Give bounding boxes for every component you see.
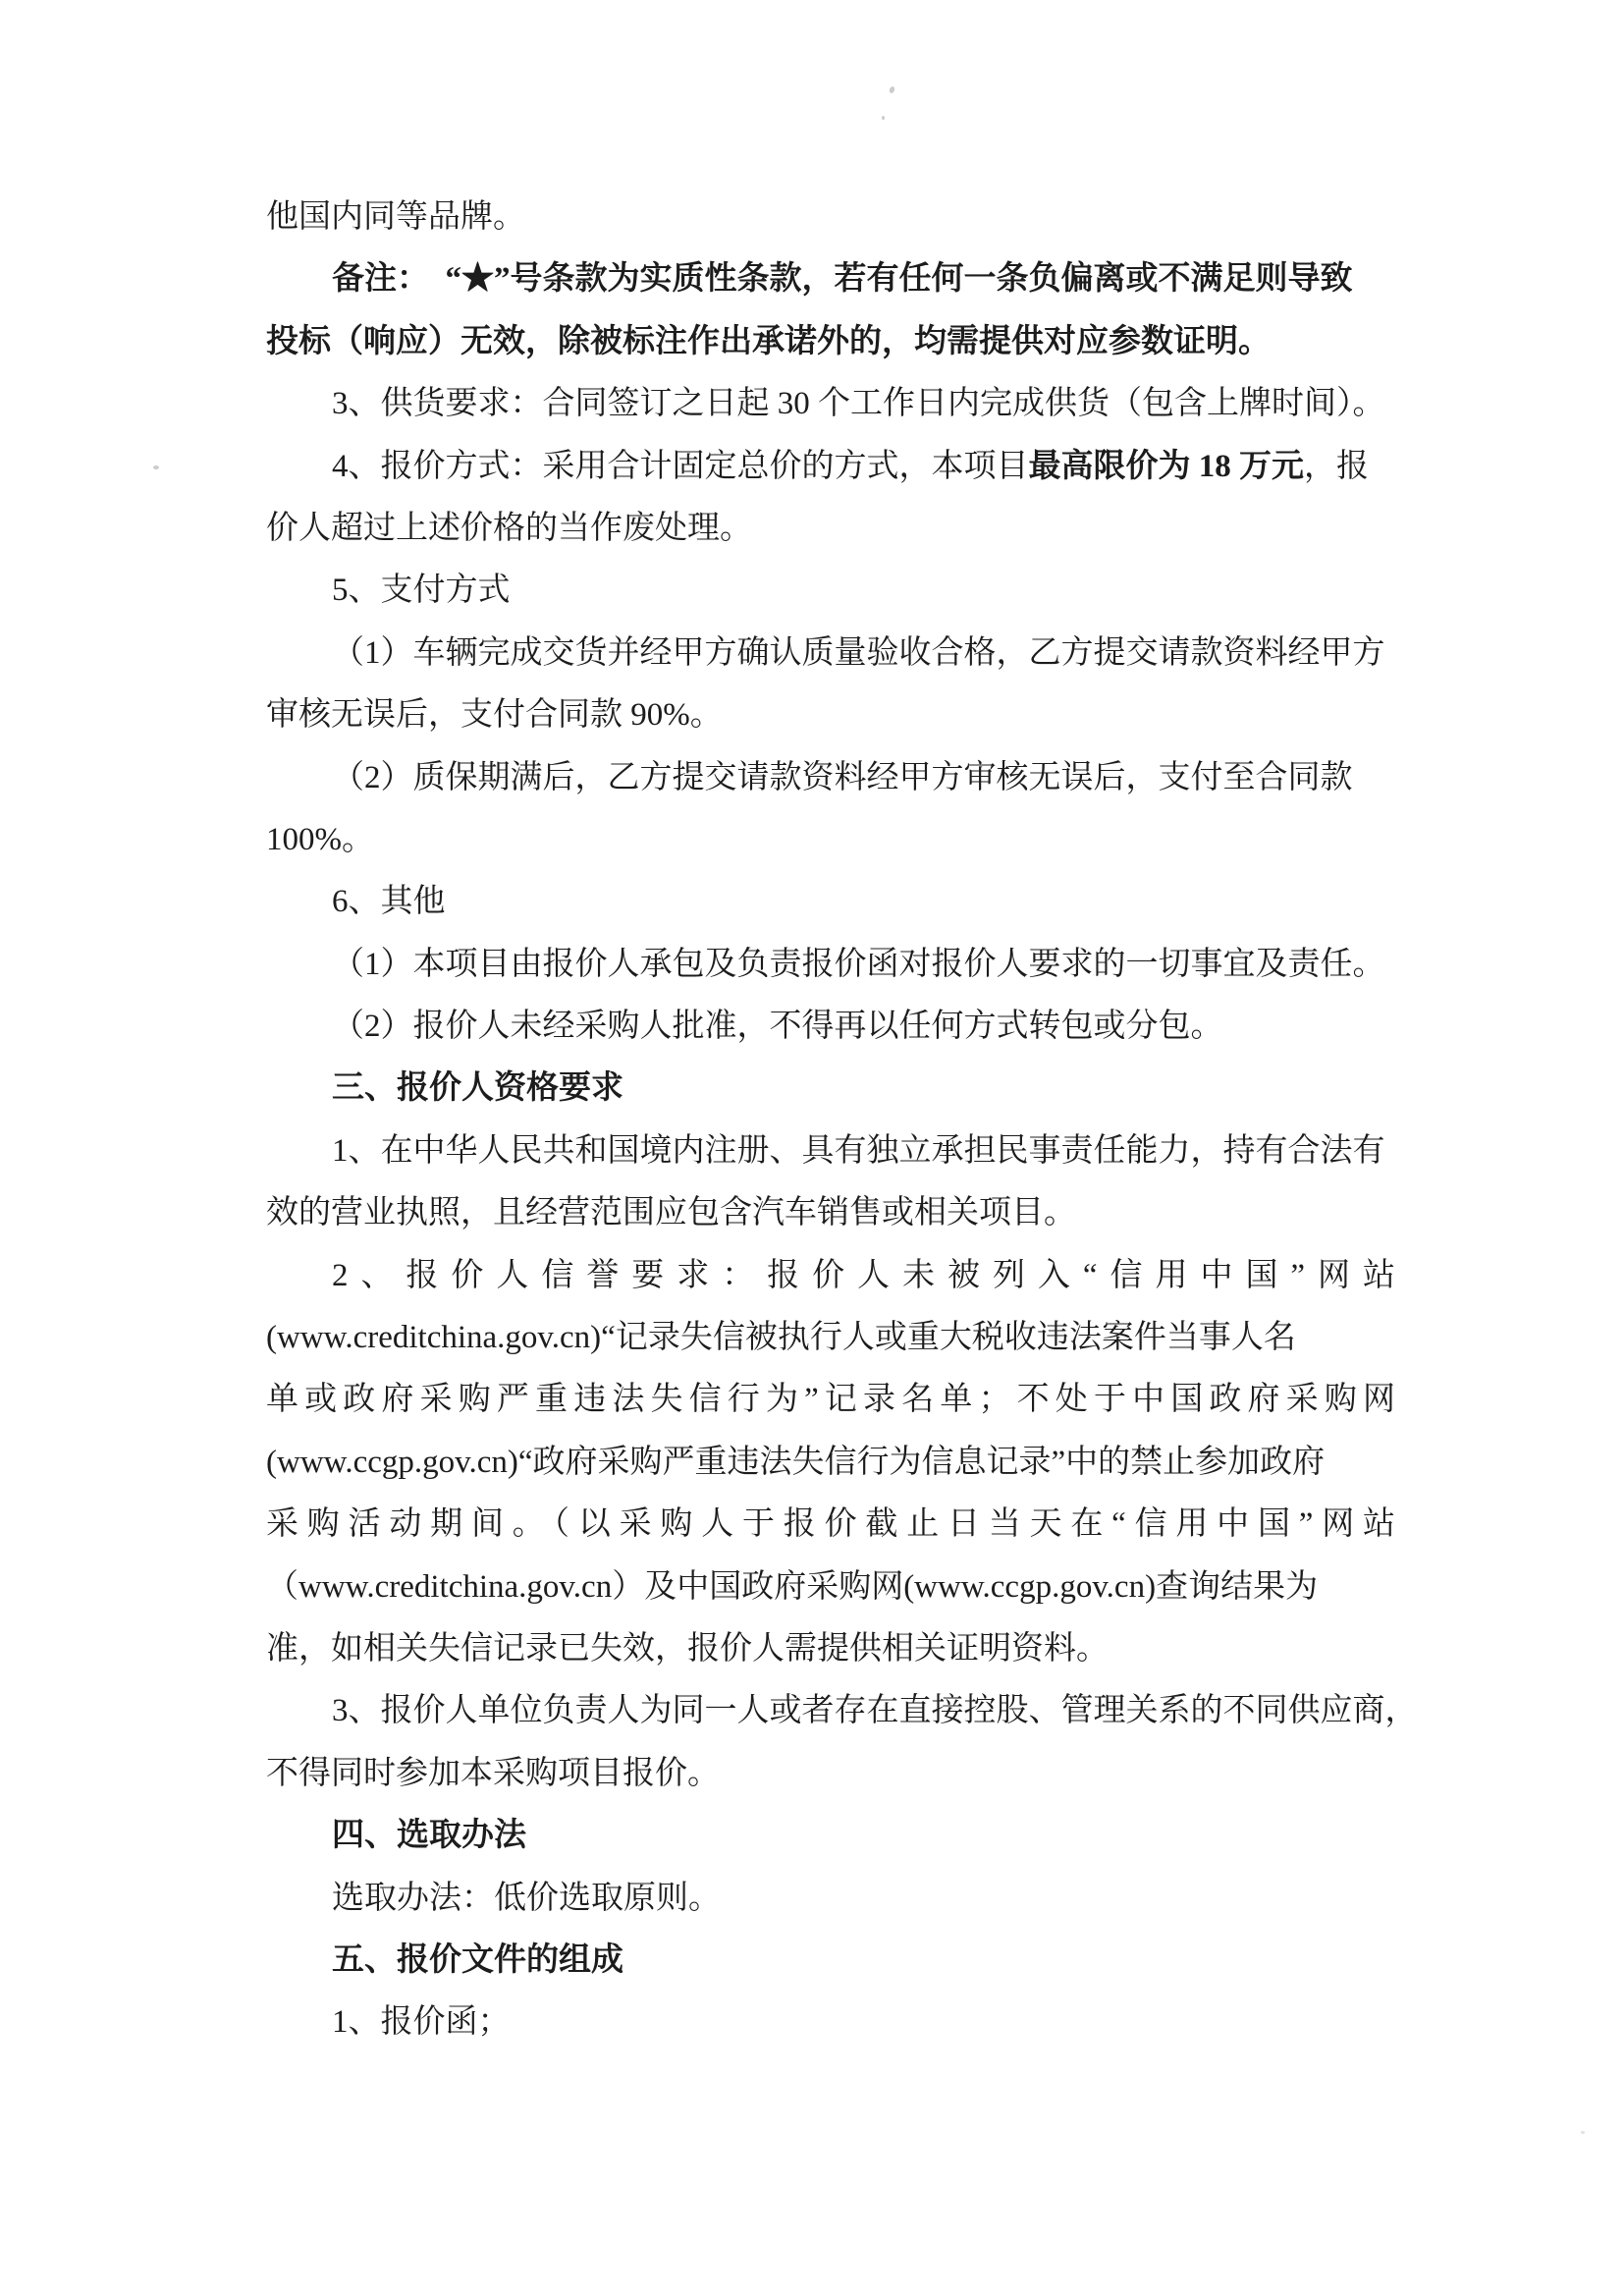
text-segment: 1、报价函； (332, 2004, 511, 2041)
text-line (266, 809, 1395, 871)
text-line (266, 498, 1395, 560)
text-segment: 4、报价方式：采用合计固定总价的方式，本项目 (332, 448, 1029, 484)
text-line (266, 436, 1395, 498)
text-line (266, 1494, 1395, 1556)
text-segment: 审核无误后，支付合同款 90%。 (266, 697, 723, 734)
text-line (266, 1432, 1395, 1494)
text-line (266, 187, 1395, 248)
text-segment: 投标（响应）无效，除被标注作出承诺外的，均需提供对应参数证明。 (266, 323, 1271, 359)
text-segment: 6、其他 (332, 884, 446, 920)
text-line (266, 311, 1395, 373)
text-line (266, 1618, 1395, 1680)
text-line (266, 1182, 1395, 1244)
text-segment: 选取办法：低价选取原则。 (332, 1880, 721, 1916)
text-line (266, 248, 1395, 310)
text-segment: 2、报价人信誉要求：报价人未被列入“信用中国”网站 (332, 1257, 1395, 1293)
text-line (266, 684, 1395, 746)
text-segment: (www.ccgp.gov.cn)“政府采购严重违法失信行为信息记录”中的禁止参加政府 (266, 1444, 1326, 1480)
text-line (266, 560, 1395, 622)
text-line (266, 1743, 1395, 1805)
text-line (266, 1369, 1395, 1431)
text-segment: 他国内同等品牌。 (266, 199, 525, 235)
text-segment: 价人超过上述价格的当作废处理。 (266, 510, 752, 546)
scan-speck (1581, 2131, 1585, 2134)
text-line (266, 1868, 1395, 1930)
text-segment: （2）报价人未经采购人批准，不得再以任何方式转包或分包。 (332, 1009, 1223, 1045)
text-line (266, 871, 1395, 933)
text-segment: 采购活动期间。（以采购人于报价截止日当天在“信用中国”网站 (266, 1506, 1395, 1543)
document-body (266, 187, 1418, 2054)
text-segment: (www.creditchina.gov.cn)“记录失信被执行人或重大税收违法案件当事人名 (266, 1320, 1296, 1356)
text-line (266, 934, 1395, 996)
scan-speck (882, 116, 885, 120)
text-line (266, 1245, 1395, 1307)
text-segment: 单或政府采购严重违法失信行为”记录名单；不处于中国政府采购网 (266, 1382, 1395, 1418)
text-segment: 3、报价人单位负责人为同一人或者存在直接控股、管理关系的不同供应商， (332, 1693, 1418, 1729)
text-segment: （1）本项目由报价人承包及负责报价函对报价人要求的一切事宜及责任。 (332, 946, 1385, 982)
text-segment: 三、报价人资格要求 (332, 1070, 623, 1107)
text-segment: 5、支付方式 (332, 573, 511, 609)
text-segment: （2）质保期满后，乙方提交请款资料经甲方审核无误后，支付至合同款 (332, 759, 1353, 795)
text-segment: 备注： “★”号条款为实质性条款，若有任何一条负偏离或不满足则导致 (332, 261, 1353, 298)
text-segment: 五、报价文件的组成 (332, 1941, 623, 1978)
text-line (266, 1058, 1395, 1120)
text-line (266, 1805, 1395, 1867)
text-line (266, 1930, 1395, 1992)
text-line (266, 1992, 1395, 2053)
text-line (266, 1121, 1395, 1182)
text-line (266, 747, 1395, 809)
text-line (266, 996, 1395, 1058)
emphasis-text: 最高限价为 18 万元 (1028, 448, 1304, 484)
text-segment: ，报 (1304, 448, 1369, 484)
text-segment: 准，如相关失信记录已失效，报价人需提供相关证明资料。 (266, 1630, 1109, 1667)
text-segment: 3、供货要求：合同签订之日起 30 个工作日内完成供货（包含上牌时间）。 (332, 386, 1385, 422)
text-segment: （1）车辆完成交货并经甲方确认质量验收合格，乙方提交请款资料经甲方 (332, 634, 1385, 671)
scan-speck (153, 465, 159, 469)
scan-speck (889, 85, 895, 93)
text-line (266, 1307, 1395, 1369)
text-segment: 四、选取办法 (332, 1818, 526, 1854)
text-segment: 不得同时参加本采购项目报价。 (266, 1755, 720, 1791)
text-segment: 效的营业执照，且经营范围应包含汽车销售或相关项目。 (266, 1195, 1076, 1231)
text-line (266, 373, 1395, 435)
text-segment: （www.creditchina.gov.cn）及中国政府采购网(www.ccgp.gov.cn)查询结果为 (266, 1568, 1319, 1605)
text-segment: 1、在中华人民共和国境内注册、具有独立承担民事责任能力，持有合法有 (332, 1132, 1385, 1169)
text-line (266, 1557, 1395, 1618)
text-segment: 100%。 (266, 821, 374, 857)
text-line (266, 623, 1395, 684)
text-line (266, 1680, 1418, 1742)
